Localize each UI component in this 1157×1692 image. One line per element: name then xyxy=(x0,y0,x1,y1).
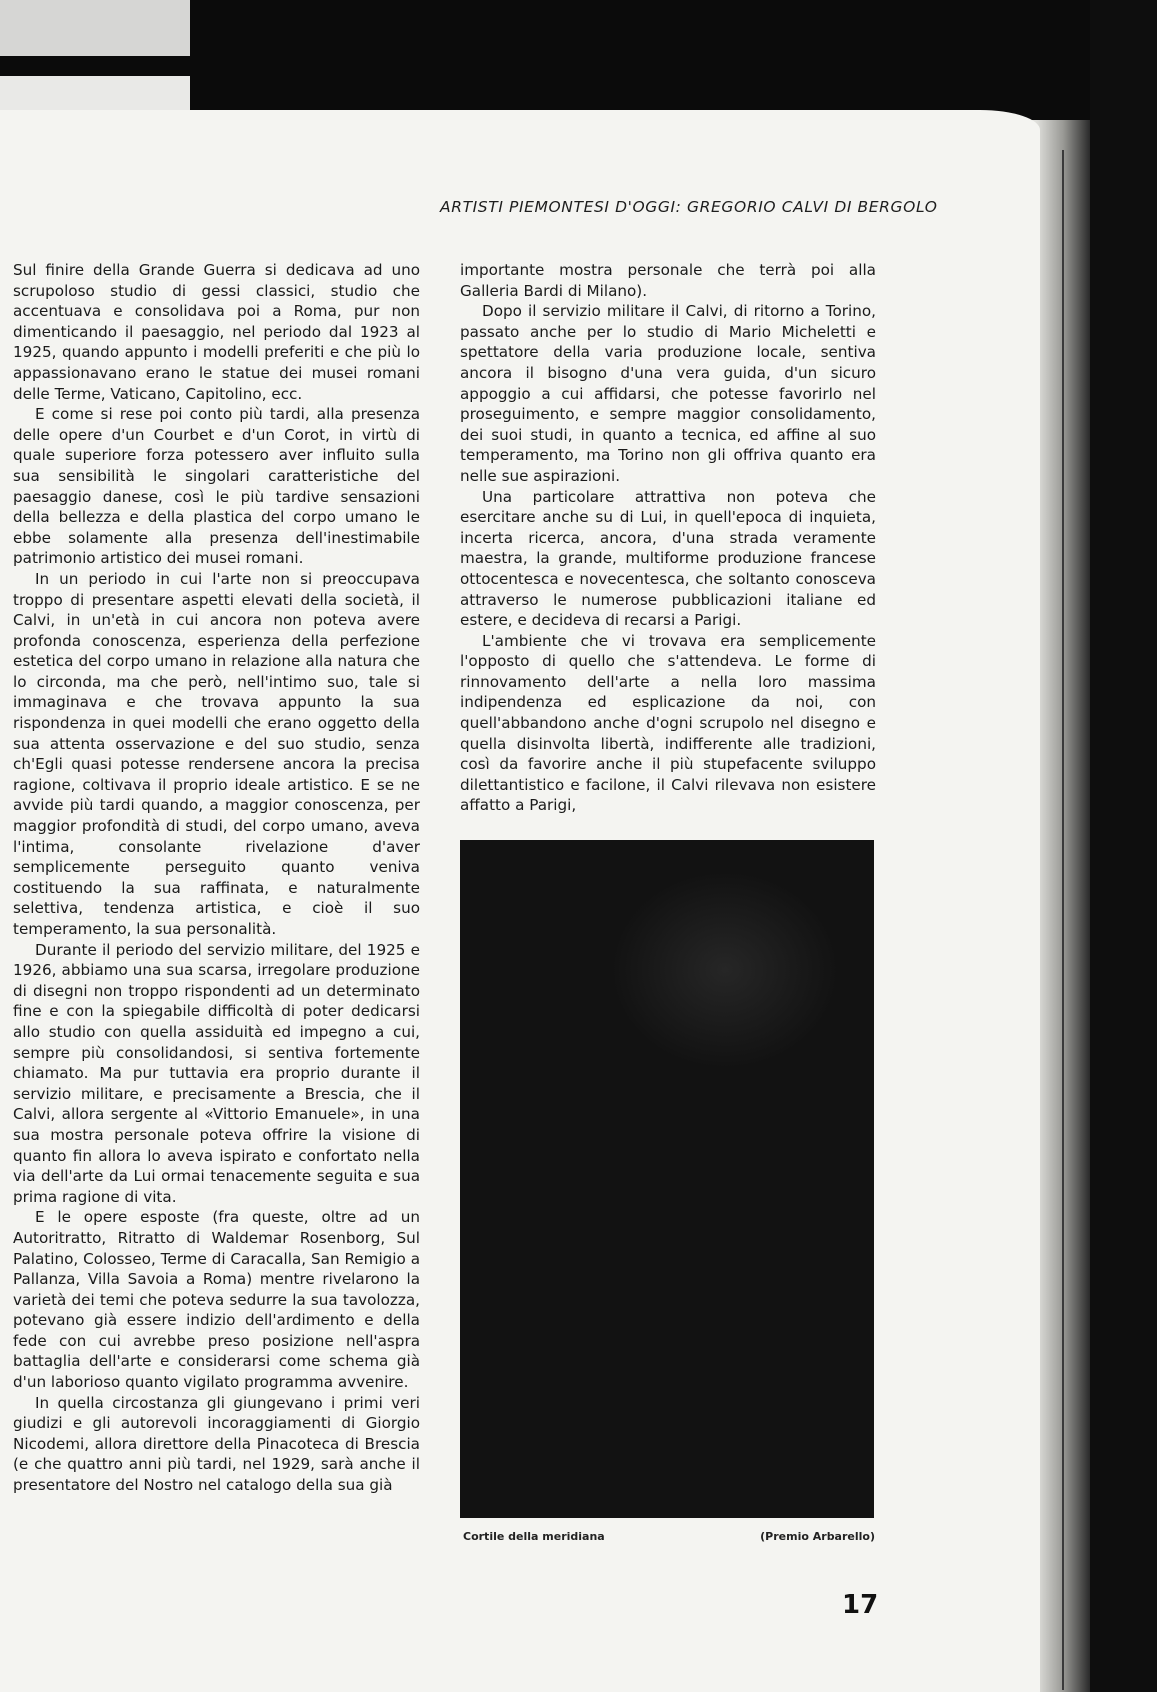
page-number: 17 xyxy=(842,1590,879,1620)
paragraph: L'ambiente che vi trovava era semplicemente l'opposto di quello che s'attendeva. Le forme di rinnovamento dell'arte a nella loro massima indipendenza ed esplicazione da noi, con quell'abbandono anche d'ogni scrupolo nel disegno e quella disinvolta libertà, indifferente alle tradizioni, così da favorire anche il più stupefacente sviluppo dilettantistico e facilone, il Calvi rilevava non esistere affatto a Parigi, xyxy=(460,631,876,815)
running-header: ARTISTI PIEMONTESI D'OGGI: GREGORIO CALVI DI BERGOLO xyxy=(440,198,938,216)
paragraph: Dopo il servizio militare il Calvi, di ritorno a Torino, passato anche per lo studio di Mario Micheletti e spettatore della varia produzione locale, sentiva ancora il bisogno d'una vera guida, d'un sicuro appoggio a cui affidarsi, che potesse favorirlo nel proseguimento, e sempre maggior consolidamento, dei suoi studi, in quanto a tecnica, ed affine al suo temperamento, ma Torino non gli offriva quanto era nelle sue aspirazioni. xyxy=(460,302,876,485)
caption-award: (Premio Arbarello) xyxy=(760,1530,875,1543)
scan-background-right xyxy=(1090,0,1157,1692)
paragraph: In un periodo in cui l'arte non si preoccupava troppo di presentare aspetti elevati della società, il Calvi, in un'età in cui ancora non poteva avere profonda conoscenza, esperienza della perfezione estetica del corpo umano in relazione alla natura che lo circonda, ma che però, nell'intimo suo, tale si immaginava e che trovava appunto la sua rispondenza in quei modelli che erano oggetto della sua attenta osservazione e del suo studio, senza ch'Egli quasi potesse rendersene ancora la precisa ragione, coltivava il proprio ideale artistico. E se ne avvide più tardi quando, a maggior conoscenza, per maggior profondità di studi, del corpo umano, aveva l'intima, consolante rivelazione d'aver semplicemente perseguito quanto veniva costituendo la sua raffinata, e naturalmente selettiva, tendenza artistica, e cioè il suo temperamento, la sua personalità. xyxy=(13,569,420,938)
page-edge-line xyxy=(1062,150,1064,1690)
book-page xyxy=(0,110,1040,1692)
paragraph: In quella circostanza gli giungevano i primi veri giudizi e gli autorevoli incoraggiamenti di Giorgio Nicodemi, allora direttore della Pinacoteca di Brescia (e che quattro anni più tardi, nel 1929, sarà anche il presentatore del Nostro nel catalogo della sua già xyxy=(13,1393,420,1495)
paragraph: importante mostra personale che terrà poi alla Galleria Bardi di Milano). xyxy=(460,261,876,300)
paragraph: E come si rese poi conto più tardi, alla presenza delle opere d'un Courbet e d'un Corot, in virtù di quale superiore forza potessero aver influito sulla sua sensibilità le singolari caratteristiche del paesaggio danese, così le più tardive sensazioni della bellezza e della plastica del corpo umano le ebbe solamente alla presenza dell'inestimabile patrimonio artistico dei musei romani. xyxy=(13,405,420,568)
painting-detail xyxy=(610,870,840,1070)
painting-reproduction xyxy=(460,840,874,1518)
paragraph: Sul finire della Grande Guerra si dedicava ad uno scrupoloso studio di gessi classici, studio che accentuava e consolidava poi a Roma, pur non dimenticando il paesaggio, nel periodo dal 1923 al 1925, quando appunto i modelli preferiti e che più lo appassionavano erano le statue dei musei romani delle Terme, Vaticano, Capitolino, ecc. xyxy=(13,261,420,403)
scan-background-strip xyxy=(0,56,190,76)
scan-background-corner-shade xyxy=(0,0,190,56)
paragraph: E le opere esposte (fra queste, oltre ad un Autoritratto, Ritratto di Waldemar Rosenborg, Sul Palatino, Colosseo, Terme di Caracalla, San Remigio a Pallanza, Villa Savoia a Roma) mentre rivelarono la varietà dei temi che poteva sedurre la sua tavolozza, potevano già essere indizio dell'ardimento e della fede con cui avrebbe preso posizione nell'aspra battaglia dell'arte e considerarsi come schema già d'un laborioso quanto vigilato programma avvenire. xyxy=(13,1208,420,1392)
paragraph: Durante il periodo del servizio militare, del 1925 e 1926, abbiamo una sua scarsa, irregolare produzione di disegni non troppo rispondenti ad un determinato fine e con la spiegabile difficoltà di poter dedicarsi allo studio con quella assiduità ed impegno a cui, sempre più consolidandosi, si sentiva fortemente chiamato. Ma pur tuttavia era proprio durante il servizio militare, e precisamente a Brescia, che il Calvi, allora sergente al «Vittorio Emanuele», in una sua mostra personale poteva offrire la visione di quanto fin allora lo aveva ispirato e confortato nella via dell'arte da Lui ormai tenacemente seguita e sua prima ragione di vita. xyxy=(13,940,420,1206)
caption-title: Cortile della meridiana xyxy=(463,1530,605,1543)
text-column-left xyxy=(13,260,420,1496)
paragraph: Una particolare attrattiva non poteva che esercitare anche su di Lui, in quell'epoca di inquieta, incerta ricerca, ancora, d'una strada veramente maestra, la grande, multiforme produzione francese ottocentesca e novecentesca, che soltanto conosceva attraverso le numerose pubblicazioni italiane ed estere, e decideva di recarsi a Parigi. xyxy=(460,487,876,630)
text-column-right xyxy=(460,260,876,816)
